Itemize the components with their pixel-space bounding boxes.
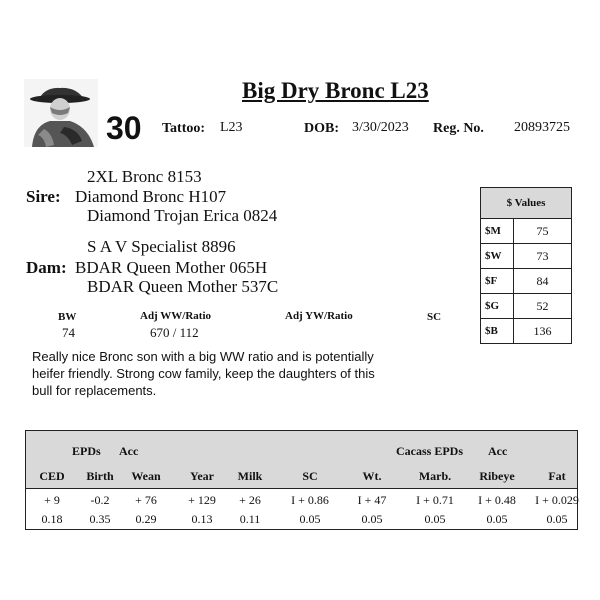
epd-col-header-wt: Wt. (362, 469, 382, 483)
epd-accuracy-year: 0.13 (191, 512, 213, 526)
dollar-value-row (481, 219, 571, 244)
epd-value-wt: I + 47 (357, 493, 387, 507)
dollar-value: 75 (536, 223, 549, 238)
dollar-value: 73 (536, 248, 549, 263)
sire-sire: 2XL Bronc 8153 (87, 167, 202, 186)
dob-value: 3/30/2023 (352, 120, 409, 135)
ww-label: Adj WW/Ratio (140, 310, 211, 322)
carcass-group-acc: Acc (488, 444, 508, 458)
dollar-value-row (481, 319, 571, 343)
sire-dam: Diamond Trojan Erica 0824 (87, 206, 278, 225)
dam-dam: BDAR Queen Mother 537C (87, 277, 279, 296)
epd-col-header-birth: Birth (86, 469, 114, 483)
epd-value-sc: I + 0.86 (291, 493, 329, 507)
epd-value-marb: I + 0.71 (416, 493, 454, 507)
yw-label: Adj YW/Ratio (285, 310, 353, 322)
epd-accuracy-marb: 0.05 (424, 512, 446, 526)
tattoo-value: L23 (220, 120, 243, 135)
epd-accuracy-fat: 0.05 (546, 512, 568, 526)
epd-col-header-wean: Wean (131, 469, 161, 483)
tattoo-label: Tattoo: (162, 121, 206, 136)
dollar-value: 136 (533, 323, 552, 338)
epd-value-year: + 129 (188, 493, 216, 507)
animal-name: Big Dry Bronc L23 (242, 78, 429, 103)
dollar-value-row (481, 244, 571, 269)
epd-value-wean: + 76 (135, 493, 157, 507)
epd-value-fat: I + 0.029 (535, 493, 579, 507)
epd-group-label: EPDs (72, 444, 101, 458)
dollar-value-key: $B (481, 319, 514, 343)
epd-accuracy-milk: 0.11 (239, 512, 261, 526)
reg-label: Reg. No. (433, 121, 484, 136)
bw-label: BW (58, 311, 77, 323)
dollar-values-table (480, 187, 572, 344)
dollar-value-row (481, 269, 571, 294)
sire-label: Sire: (26, 187, 61, 206)
epd-value-milk: + 26 (239, 493, 261, 507)
dob-label: DOB: (304, 121, 339, 136)
epd-value-birth: -0.2 (90, 493, 110, 507)
epd-accuracy-ced: 0.18 (41, 512, 63, 526)
description: Really nice Bronc son with a big WW ratio and is potentially heifer friendly. Strong cow family, keep the daughters of this bull for replacements. (32, 349, 375, 398)
dollar-value-row (481, 294, 571, 319)
dollar-value-key: $F (481, 269, 514, 293)
lot-number: 30 (106, 110, 142, 146)
dollar-value-key: $G (481, 294, 514, 318)
epd-col-header-fat: Fat (548, 469, 566, 483)
dollar-value-key: $M (481, 219, 514, 243)
epd-col-header-marb: Marb. (418, 469, 452, 483)
epd-col-header-sc: SC (302, 469, 318, 483)
sc-label: SC (427, 311, 442, 323)
epd-accuracy-ribeye: 0.05 (486, 512, 508, 526)
epd-col-header-ced: CED (39, 469, 65, 483)
dollar-values-title: $ Values (481, 188, 571, 219)
epd-accuracy-wean: 0.29 (135, 512, 157, 526)
bw-value: 74 (62, 325, 75, 340)
epd-col-header-ribeye: Ribeye (479, 469, 515, 483)
epd-table (25, 430, 578, 530)
epd-group-acc: Acc (119, 444, 139, 458)
dollar-value: 84 (536, 273, 549, 288)
carcass-group-label: Cacass EPDs (396, 444, 464, 458)
epd-accuracy-wt: 0.05 (361, 512, 383, 526)
ww-value: 670 / 112 (150, 325, 199, 340)
epd-value-ced: + 9 (44, 493, 60, 507)
dollar-value: 52 (536, 298, 549, 313)
epd-col-header-milk: Milk (237, 469, 263, 483)
dam-sire: S A V Specialist 8896 (87, 237, 236, 256)
dam-label: Dam: (26, 258, 67, 277)
epd-accuracy-birth: 0.35 (89, 512, 111, 526)
epd-value-ribeye: I + 0.48 (478, 493, 516, 507)
dam-name: BDAR Queen Mother 065H (75, 258, 268, 277)
cowboy-photo (24, 79, 98, 147)
epd-col-header-year: Year (190, 469, 214, 483)
dollar-value-key: $W (481, 244, 514, 268)
epd-accuracy-sc: 0.05 (299, 512, 321, 526)
reg-value: 20893725 (514, 120, 570, 135)
sire-name: Diamond Bronc H107 (75, 187, 227, 206)
